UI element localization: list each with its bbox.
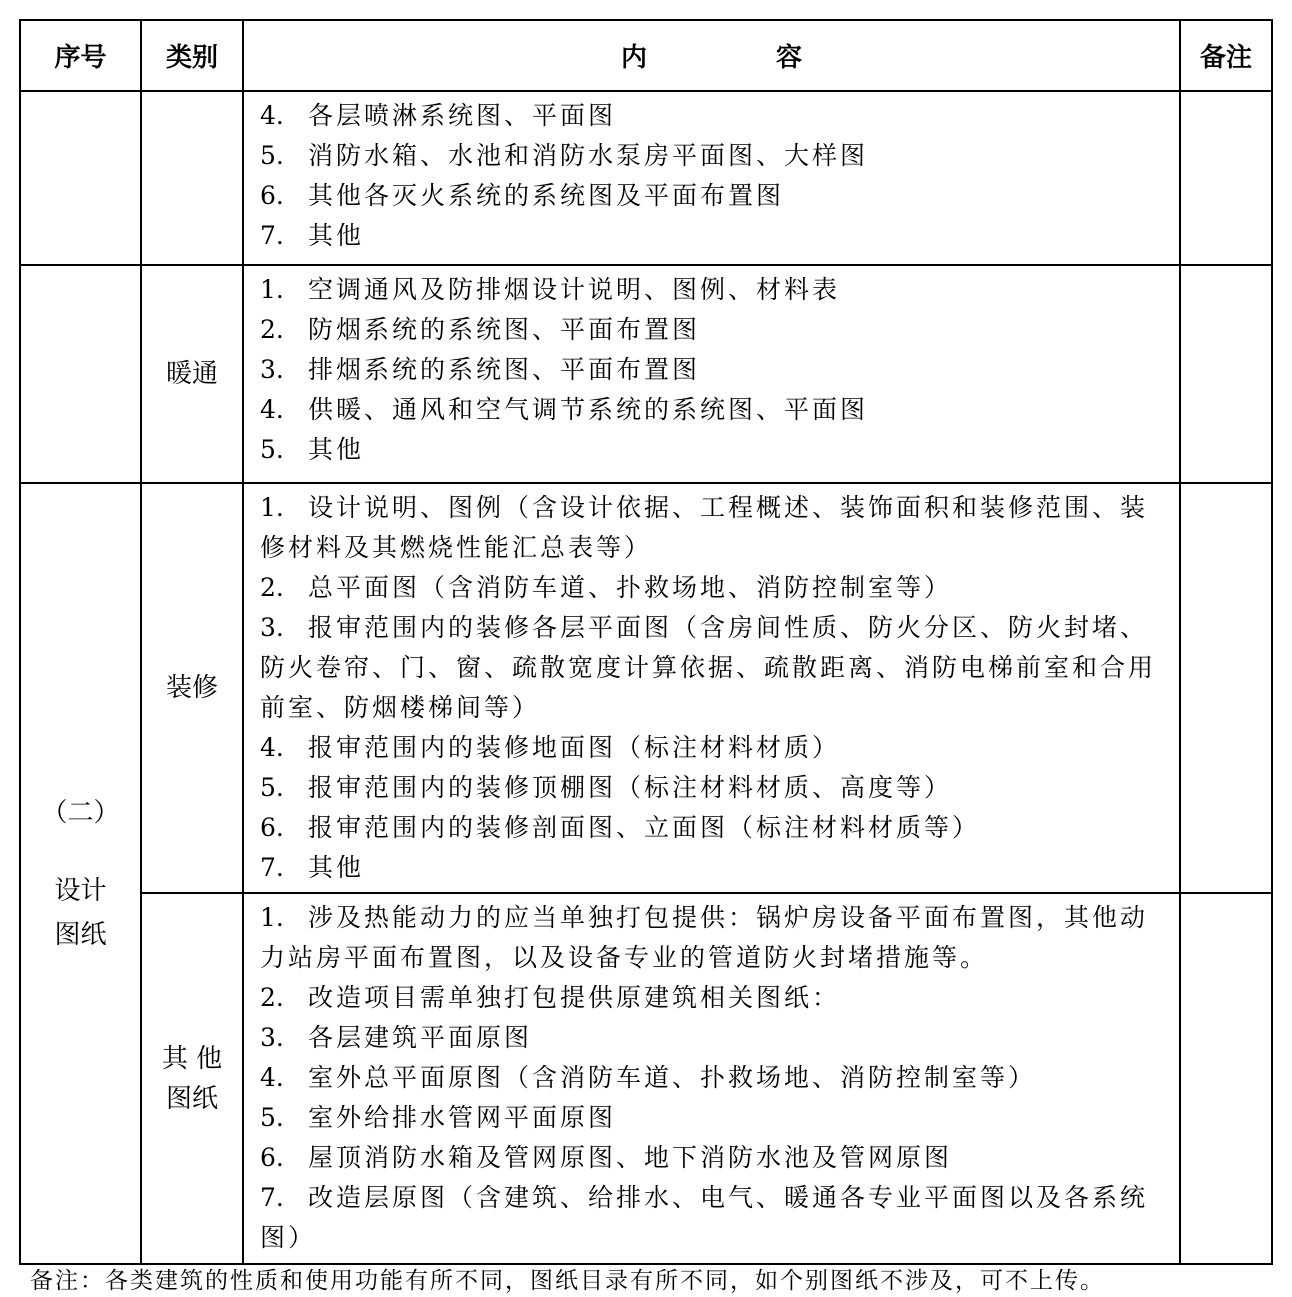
list-item: 4. 报审范围内的装修地面图（标注材料材质）: [260, 733, 841, 762]
seq-cell-empty: [20, 91, 141, 265]
content-cell-fire-water: [243, 91, 1180, 265]
content-cell-hvac: [243, 265, 1180, 483]
row-fire-water: [20, 91, 1272, 265]
category-hvac: 暖通: [141, 265, 243, 483]
section-2-title-line1: 设计: [54, 875, 107, 906]
remark-cell: [1180, 483, 1272, 893]
section-2-title-line2: 图纸: [54, 919, 107, 950]
list-item: 5. 其他: [260, 435, 365, 464]
list-item: 6. 报审范围内的装修剖面图、立面图（标注材料材质等）: [260, 813, 981, 842]
content-cell-decoration: [243, 483, 1180, 893]
category-cell-empty: [141, 91, 243, 265]
row-hvac: [20, 265, 1272, 483]
header-seq: 序号: [20, 20, 141, 91]
section-2-seq-cell: [20, 483, 141, 1264]
remark-cell: [1180, 893, 1272, 1264]
footnote: 备注：各类建筑的性质和使用功能有所不同，图纸目录有所不同，如个别图纸不涉及，可不上传。: [30, 1268, 1105, 1294]
header-content: 内 容: [243, 20, 1180, 91]
category-other: [141, 893, 243, 1264]
content-cell-other: [243, 893, 1180, 1264]
section-2-label: （二）: [41, 797, 120, 828]
category-other-line2: 图纸: [165, 1083, 218, 1114]
list-item: 5. 室外给排水管网平面原图: [260, 1103, 617, 1132]
list-item: 4. 各层喷淋系统图、平面图: [260, 101, 617, 130]
list-item: 5. 报审范围内的装修顶棚图（标注材料材质、高度等）: [260, 773, 953, 802]
list-item: 1. 涉及热能动力的应当单独打包提供：锅炉房设备平面布置图，其他动力站房平面布置图，以及设备专业的管道防火封堵措施等。: [260, 903, 1149, 972]
list-item: 3. 报审范围内的装修各层平面图（含房间性质、防火分区、防火封堵、防火卷帘、门、窗、疏散宽度计算依据、疏散距离、消防电梯前室和合用前室、防烟楼梯间等）: [260, 613, 1157, 722]
list-item: 7. 其他: [260, 853, 365, 882]
remark-cell: [1180, 265, 1272, 483]
list-item: 6. 屋顶消防水箱及管网原图、地下消防水池及管网原图: [260, 1143, 953, 1172]
header-remark: 备注: [1180, 20, 1272, 91]
list-item: 3. 排烟系统的系统图、平面布置图: [260, 355, 701, 384]
list-item: 1. 设计说明、图例（含设计依据、工程概述、装饰面积和装修范围、装修材料及其燃烧性能汇总表等）: [260, 493, 1149, 562]
category-other-line1: 其 他: [161, 1043, 223, 1074]
list-item: 5. 消防水箱、水池和消防水泵房平面图、大样图: [260, 141, 869, 170]
category-decoration: 装修: [141, 483, 243, 893]
list-item: 4. 室外总平面原图（含消防车道、扑救场地、消防控制室等）: [260, 1063, 1037, 1092]
row-other-drawings: [20, 893, 1272, 1264]
list-item: 4. 供暖、通风和空气调节系统的系统图、平面图: [260, 395, 869, 424]
drawings-table: [19, 19, 1273, 1265]
header-category: 类别: [141, 20, 243, 91]
list-item: 1. 空调通风及防排烟设计说明、图例、材料表: [260, 275, 841, 304]
list-item: 2. 改造项目需单独打包提供原建筑相关图纸：: [260, 983, 841, 1012]
list-item: 7. 改造层原图（含建筑、给排水、电气、暖通各专业平面图以及各系统图）: [260, 1183, 1149, 1252]
seq-cell-empty: [20, 265, 141, 483]
list-item: 7. 其他: [260, 221, 365, 250]
list-item: 2. 防烟系统的系统图、平面布置图: [260, 315, 701, 344]
remark-cell: [1180, 91, 1272, 265]
header-row: [20, 20, 1272, 91]
row-decoration: [20, 483, 1272, 893]
list-item: 3. 各层建筑平面原图: [260, 1023, 533, 1052]
list-item: 2. 总平面图（含消防车道、扑救场地、消防控制室等）: [260, 573, 953, 602]
list-item: 6. 其他各灭火系统的系统图及平面布置图: [260, 181, 785, 210]
